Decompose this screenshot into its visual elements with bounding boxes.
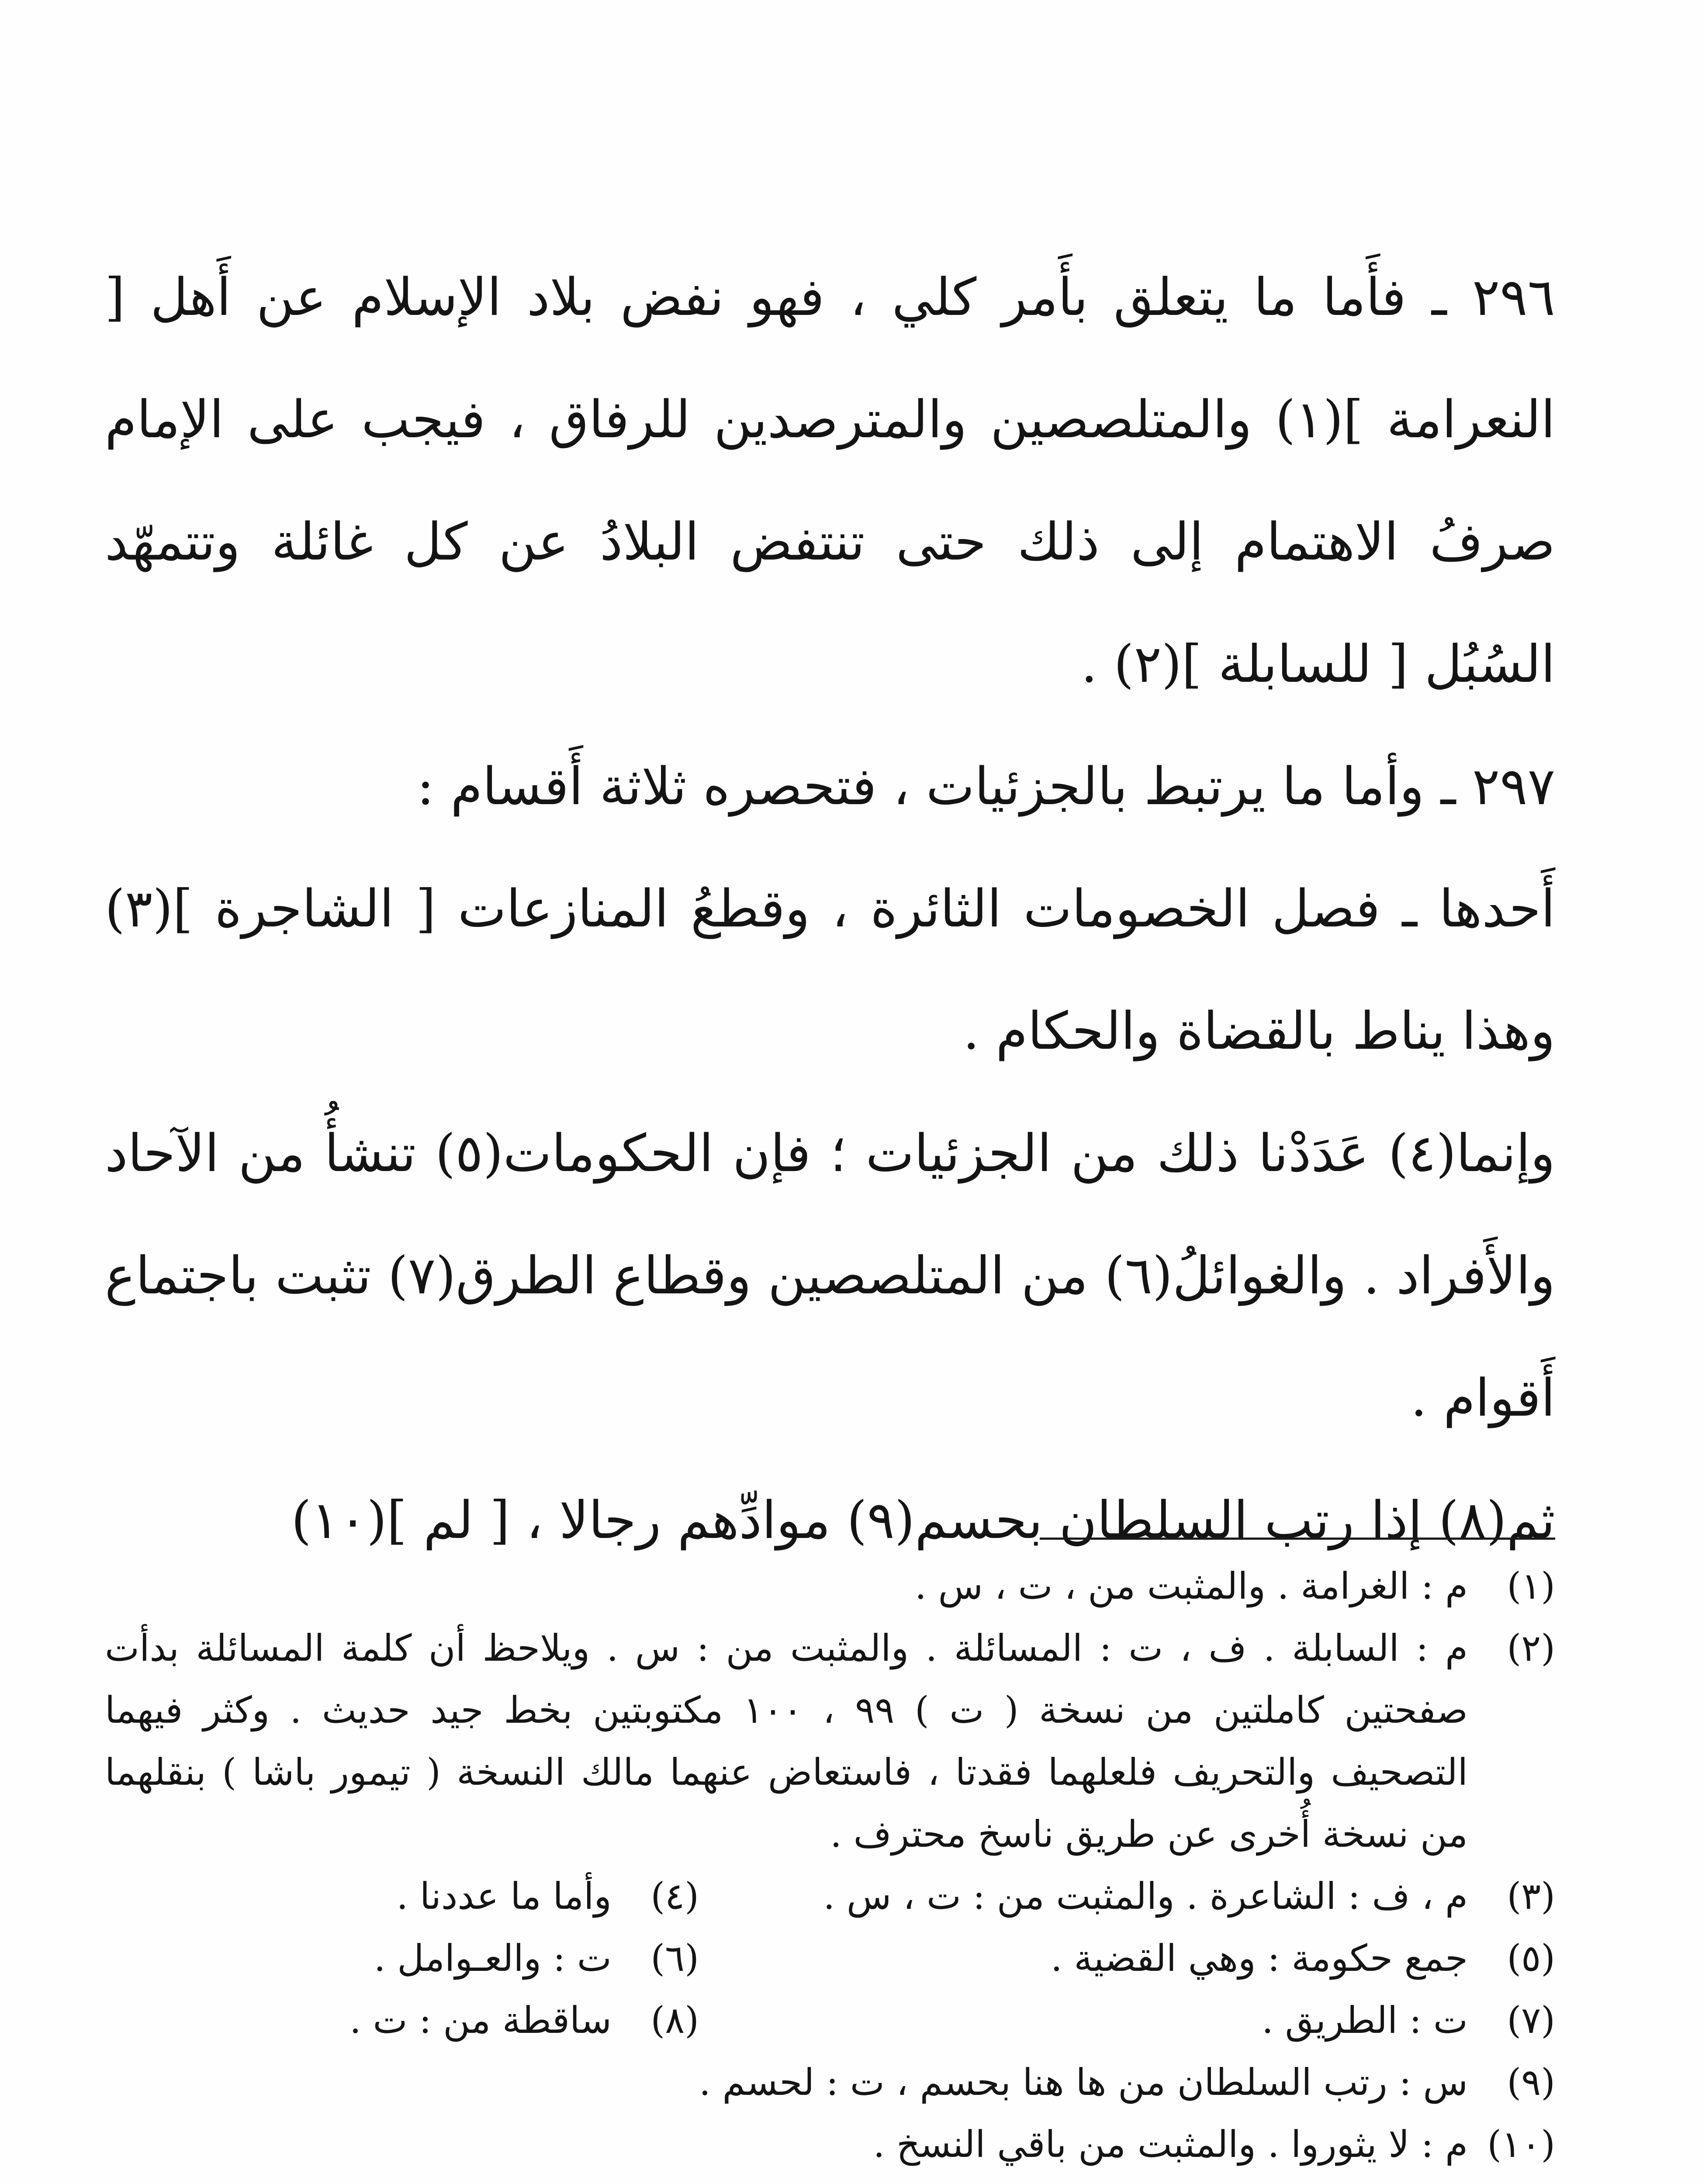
- footnote-row: [105, 1927, 1555, 1989]
- footnote-number: (٢): [1507, 1627, 1555, 1669]
- footnote-1: [105, 1555, 1555, 1617]
- footnote-text: وأما ما عددنا .: [396, 1875, 612, 1918]
- footnote-6: [374, 1927, 699, 1989]
- footnote-10: [105, 2113, 1555, 2175]
- footnote-text: م : الغرامة . والمثبت من ، ت ، س .: [915, 1565, 1468, 1607]
- footnote-number: (٧): [1507, 1999, 1555, 2042]
- footnote-3: [751, 1865, 1555, 1927]
- footnote-text: ساقطة من : ت .: [349, 1999, 612, 2042]
- footnote-number: (٥): [1507, 1937, 1555, 1980]
- footnote-9: [105, 2051, 1555, 2113]
- footnote-number: (٤): [650, 1875, 699, 1918]
- paragraph-first-part: أَحدها ـ فصل الخصومات الثائرة ، وقطعُ المنازعات [ الشاجرة ](٣) وهذا يناط بالقضاة والحكام .: [105, 878, 1555, 1061]
- footnote-text: م : السابلة . ف ، ت : المسائلة . والمثبت من : س . ويلاحظ أن كلمة المسائلة بدأت صفحتين كاملتين من نسخة ( ت ) ٩٩ ، ١٠٠ مكتوبتين بخط جيد حديث . وكثر فيهما التصحيف والتحريف فلعلهما فقدتا ، فاستعاض عنهما مالك النسخة ( تيمور باشا ) بنقلهما من نسخة أُخرى عن طريق ناسخ محترف .: [105, 1627, 1468, 1856]
- paragraph-innama: وإنما(٤) عَدَدْنا ذلك من الجزئيات ؛ فإن الحكومات(٥) تنشأُ من الآحاد والأَفراد . والغوائلُ(٦) من المتلصصين وقطاع الطرق(٧) تثبت باجتماع أَقوام .: [105, 1123, 1556, 1428]
- main-text: [105, 236, 1555, 1581]
- footnote-text: ت : الطريق .: [1262, 1999, 1468, 2042]
- footnote-text: م ، ف : الشاعرة . والمثبت من : ت ، س .: [823, 1875, 1468, 1918]
- footnote-5: [751, 1927, 1555, 1989]
- footnote-8: [349, 1989, 699, 2051]
- footnote-divider: [1040, 1538, 1555, 1540]
- footnote-number: (٣): [1507, 1875, 1555, 1918]
- footnote-row: [105, 1865, 1555, 1927]
- footnotes: [105, 1555, 1555, 2175]
- footnote-2: [105, 1617, 1555, 1865]
- footnote-number: (٨): [650, 1999, 699, 2042]
- footnote-row: [105, 1989, 1555, 2051]
- paragraph-thumma: ثم(٨) إذا رتب السلطان بحسم(٩) موادِّهم رجالا ، [ لم ](١٠): [291, 1490, 1555, 1550]
- footnote-text: ت : والعـوامل .: [374, 1937, 612, 1980]
- paragraph-297: ٢٩٧ ـ وأما ما يرتبط بالجزئيات ، فتحصره ثلاثة أَقسام :: [417, 756, 1555, 816]
- footnote-text: م : لا يثوروا . والمثبت من باقي النسخ .: [873, 2123, 1468, 2166]
- footnote-text: س : رتب السلطان من ها هنا بحسم ، ت : لحسم .: [699, 2061, 1468, 2104]
- footnote-7: [751, 1989, 1555, 2051]
- footnote-number: (١): [1507, 1565, 1555, 1607]
- footnote-number: (١٠): [1487, 2123, 1555, 2166]
- footnote-number: (٦): [650, 1937, 699, 1980]
- footnote-text: جمع حكومة : وهي القضية .: [1051, 1937, 1468, 1980]
- footnote-4: [397, 1865, 699, 1927]
- footnote-number: (٩): [1507, 2061, 1555, 2104]
- paragraph-296: ٢٩٦ ـ فأَما ما يتعلق بأَمر كلي ، فهو نفض بلاد الإسلام عن أَهل [ النعرامة ](١) والمتلصصين والمترصدين للرفاق ، فيجب على الإمام صرفُ الاهتمام إلى ذلك حتى تنتفض البلادُ عن كل غائلة وتتمهّد السُبُل [ للسابلة ](٢) .: [105, 267, 1555, 694]
